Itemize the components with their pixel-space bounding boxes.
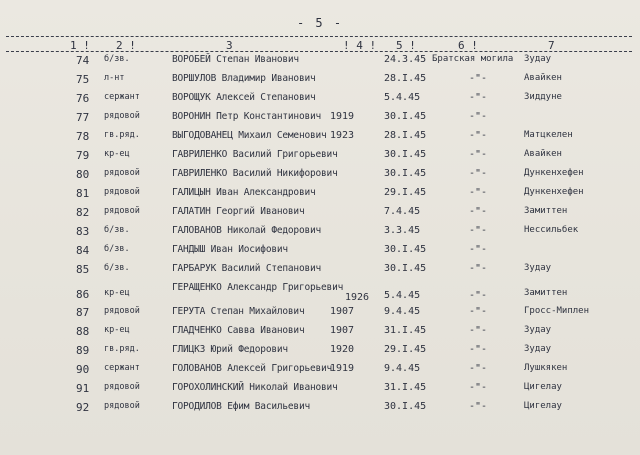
burial-place: Зиддуне <box>524 92 562 102</box>
row-number: 83 <box>76 225 90 238</box>
ditto-mark: -"- <box>469 187 488 198</box>
rank: рядовой <box>104 382 140 392</box>
burial-place: Авайкен <box>524 73 562 83</box>
full-name: ВЫГОДОВАНЕЦ Михаил Семенович <box>172 130 327 141</box>
page-number: - 5 - <box>296 16 344 30</box>
col-header-3: 3 <box>226 39 233 52</box>
death-date: 28.I.45 <box>384 130 427 141</box>
row-number: 81 <box>76 187 90 200</box>
table-row <box>0 244 640 263</box>
row-number: 75 <box>76 73 90 86</box>
row-number: 77 <box>76 111 90 124</box>
table-row <box>0 344 640 363</box>
death-date: 30.I.45 <box>384 263 427 274</box>
row-number: 74 <box>76 54 90 67</box>
burial-place: Зудау <box>524 325 552 335</box>
ditto-mark: -"- <box>469 73 488 84</box>
table-row <box>0 73 640 92</box>
full-name: ГЕРУТА Степан Михайлович <box>172 306 305 317</box>
full-name: ГАЛОВАНОВ Николай Федорович <box>172 225 322 236</box>
burial-place: Замиттен <box>524 206 568 216</box>
full-name: ГЕРАЩЕНКО Александр Григорьевич <box>172 282 344 293</box>
col-header-4: ! 4 ! <box>343 39 377 52</box>
row-number: 90 <box>76 363 90 376</box>
death-date: 5.4.45 <box>384 290 421 301</box>
death-date: 31.I.45 <box>384 382 427 393</box>
burial-place: Лушкякен <box>524 363 568 373</box>
ditto-mark: -"- <box>469 225 488 236</box>
col-header-6: 6 ! <box>458 39 478 52</box>
full-name: ГАЛИЦЫН Иван Александрович <box>172 187 316 198</box>
row-number: 85 <box>76 263 90 276</box>
header-top-rule <box>6 36 632 37</box>
ditto-mark: -"- <box>469 382 488 393</box>
death-date: 28.I.45 <box>384 73 427 84</box>
rank: рядовой <box>104 306 140 316</box>
burial-place: Замиттен <box>524 288 568 298</box>
burial-place: Нессильбек <box>524 225 579 235</box>
ditto-mark: -"- <box>469 149 488 160</box>
table-row <box>0 401 640 420</box>
death-date: 29.I.45 <box>384 187 427 198</box>
row-number: 91 <box>76 382 90 395</box>
row-number: 88 <box>76 325 90 338</box>
burial-place: Гросс-Миплен <box>524 306 590 316</box>
col-header-5: 5 ! <box>396 39 416 52</box>
death-date: 31.I.45 <box>384 325 427 336</box>
table-row <box>0 363 640 382</box>
rank: б/зв. <box>104 244 130 254</box>
table-row <box>0 54 640 73</box>
table-row <box>0 382 640 401</box>
table-row <box>0 168 640 187</box>
full-name: ВОРОНИН Петр Константинович <box>172 111 322 122</box>
birth-year: 1926 <box>345 292 370 303</box>
col-header-2: 2 ! <box>116 39 136 52</box>
rank: рядовой <box>104 187 140 197</box>
rank: сержант <box>104 363 140 373</box>
row-number: 89 <box>76 344 90 357</box>
full-name: ВОРШУЛОВ Владимир Иванович <box>172 73 316 84</box>
table-row <box>0 187 640 206</box>
full-name: ГАЛАТИН Георгий Иванович <box>172 206 305 217</box>
full-name: ГОЛОВАНОВ Алексей Григорьевич <box>172 363 333 374</box>
table-row <box>0 325 640 344</box>
death-date: 9.4.45 <box>384 306 421 317</box>
table-row <box>0 263 640 282</box>
burial-place: Цигелау <box>524 401 562 411</box>
ditto-mark: -"- <box>469 344 488 355</box>
full-name: ГАВРИЛЕНКО Василий Григорьевич <box>172 149 338 160</box>
burial-place: Цигелау <box>524 382 562 392</box>
ditto-mark: -"- <box>469 290 488 301</box>
death-date: 24.3.45 <box>384 54 427 65</box>
column-header-row <box>0 39 640 51</box>
burial-place: Матцкелен <box>524 130 573 140</box>
row-number: 82 <box>76 206 90 219</box>
death-date: 30.I.45 <box>384 244 427 255</box>
rank: гв.ряд. <box>104 344 140 354</box>
rank: рядовой <box>104 168 140 178</box>
ditto-mark: -"- <box>469 401 488 412</box>
death-date: 29.I.45 <box>384 344 427 355</box>
death-date: 30.I.45 <box>384 111 427 122</box>
ditto-mark: -"- <box>469 130 488 141</box>
col-header-1: 1 ! <box>70 39 90 52</box>
death-date: 30.I.45 <box>384 149 427 160</box>
row-number: 79 <box>76 149 90 162</box>
death-date: 30.I.45 <box>384 401 427 412</box>
ditto-mark: -"- <box>469 306 488 317</box>
rank: кр-ец <box>104 288 130 298</box>
grave-type: Братская могила <box>432 54 514 64</box>
rank: кр-ец <box>104 325 130 335</box>
rank: рядовой <box>104 206 140 216</box>
ditto-mark: -"- <box>469 92 488 103</box>
ditto-mark: -"- <box>469 244 488 255</box>
full-name: ВОРОБЕЙ Степан Иванович <box>172 54 299 65</box>
col-header-7: 7 <box>548 39 555 52</box>
rank: б/зв. <box>104 54 130 64</box>
ditto-mark: -"- <box>469 263 488 274</box>
full-name: ВОРОЩУК Алексей Степанович <box>172 92 316 103</box>
full-name: ГАВРИЛЕНКО Василий Никифорович <box>172 168 338 179</box>
rank: рядовой <box>104 401 140 411</box>
burial-place: Зудау <box>524 263 552 273</box>
death-date: 7.4.45 <box>384 206 421 217</box>
full-name: ГЛАДЧЕНКО Савва Иванович <box>172 325 305 336</box>
rank: рядовой <box>104 111 140 121</box>
burial-place: Дункенхефен <box>524 168 584 178</box>
rank: б/зв. <box>104 225 130 235</box>
birth-year: 1907 <box>330 325 355 336</box>
birth-year: 1920 <box>330 344 355 355</box>
row-number: 84 <box>76 244 90 257</box>
table-row <box>0 130 640 149</box>
birth-year: 1919 <box>330 111 355 122</box>
table-row <box>0 306 640 325</box>
row-number: 76 <box>76 92 90 105</box>
header-bottom-rule <box>6 51 632 52</box>
burial-place: Авайкен <box>524 149 562 159</box>
death-date: 5.4.45 <box>384 92 421 103</box>
burial-place: Зудау <box>524 54 552 64</box>
full-name: ГОРОХОЛИНСКИЙ Николай Иванович <box>172 382 338 393</box>
death-date: 3.3.45 <box>384 225 421 236</box>
rank: кр-ец <box>104 149 130 159</box>
table-row <box>0 225 640 244</box>
ditto-mark: -"- <box>469 325 488 336</box>
full-name: ГАНДЫШ Иван Иосифович <box>172 244 288 255</box>
death-date: 9.4.45 <box>384 363 421 374</box>
row-number: 80 <box>76 168 90 181</box>
rank: сержант <box>104 92 140 102</box>
table-row <box>0 149 640 168</box>
ditto-mark: -"- <box>469 111 488 122</box>
burial-place: Дункенхефен <box>524 187 584 197</box>
ditto-mark: -"- <box>469 206 488 217</box>
ditto-mark: -"- <box>469 168 488 179</box>
birth-year: 1923 <box>330 130 355 141</box>
birth-year: 1919 <box>330 363 355 374</box>
birth-year: 1907 <box>330 306 355 317</box>
death-date: 30.I.45 <box>384 168 427 179</box>
ditto-mark: -"- <box>469 363 488 374</box>
rank: л-нт <box>104 73 125 83</box>
table-row <box>0 92 640 111</box>
row-number: 87 <box>76 306 90 319</box>
full-name: ГЛИЦКЗ Юрий Федорович <box>172 344 288 355</box>
full-name: ГОРОДИЛОВ Ефим Васильевич <box>172 401 310 412</box>
row-number: 78 <box>76 130 90 143</box>
row-number: 92 <box>76 401 90 414</box>
rank: гв.ряд. <box>104 130 140 140</box>
row-number: 86 <box>76 288 90 301</box>
table-row <box>0 206 640 225</box>
rank: б/зв. <box>104 263 130 273</box>
full-name: ГАРБАРУК Василий Степанович <box>172 263 322 274</box>
burial-place: Зудау <box>524 344 552 354</box>
table-row <box>0 111 640 130</box>
